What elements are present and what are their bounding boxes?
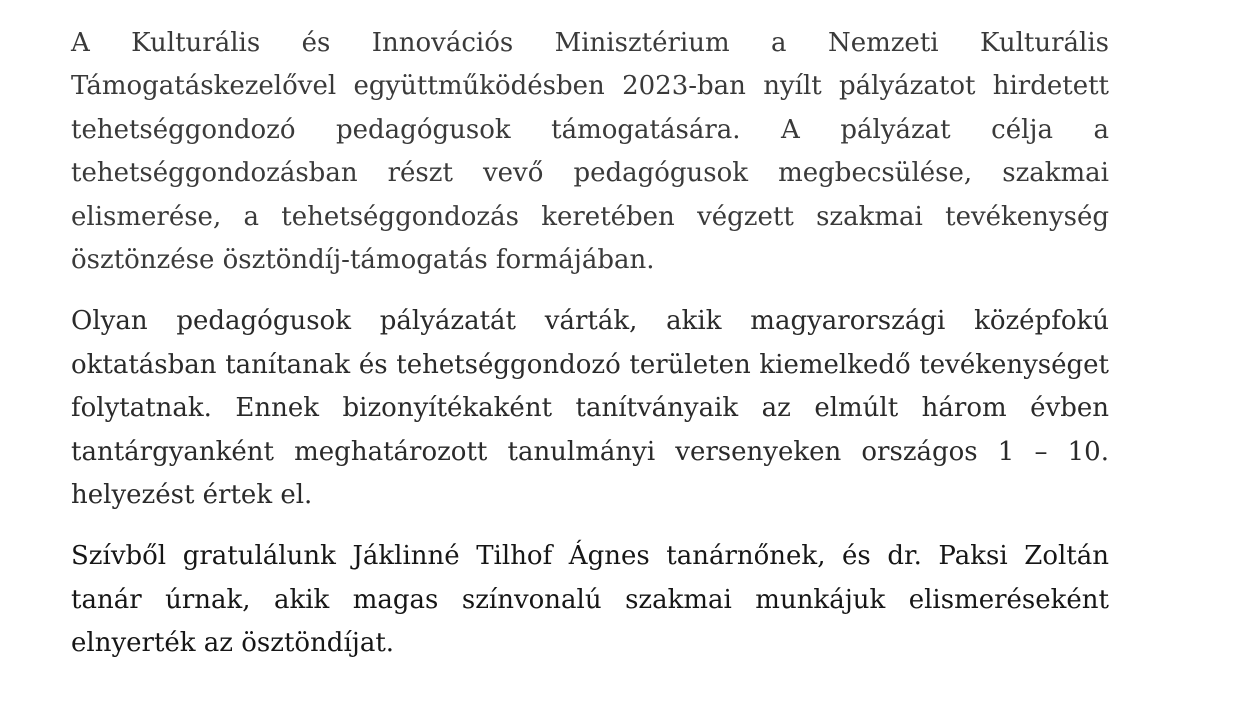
paragraph-eligibility: Olyan pedagógusok pályázatát várták, akik magyarországi középfokú oktatásban tanítanak és tehetséggondozó területen kiemelkedő tevékenységet folytatnak. Ennek bizonyítékaként tanítványaik az elmúlt három évben tantárgyanként meghatározott tanulmányi versenyeken országos 1 – 10. helyezést értek el.: [71, 306, 1109, 511]
paragraph-call-for-applications: A Kulturális és Innovációs Minisztérium a Nemzeti Kulturális Támogatáskezelővel együttműködésben 2023-ban nyílt pályázatot hirdetett tehetséggondozó pedagógusok támogatására. A pályázat célja a tehetséggondozásban részt vevő pedagógusok megbecsülése, szakmai elismerése, a tehetséggondozás keretében végzett szakmai tevékenység ösztönzése ösztöndíj-támogatás formájában.: [71, 28, 1109, 276]
document-body: [71, 22, 1109, 666]
paragraph-congratulations: Szívből gratulálunk Jáklinné Tilhof Ágnes tanárnőnek, és dr. Paksi Zoltán tanár úrnak, akik magas színvonalú szakmai munkájuk elismeréseként elnyerték az ösztöndíjat.: [71, 541, 1109, 659]
